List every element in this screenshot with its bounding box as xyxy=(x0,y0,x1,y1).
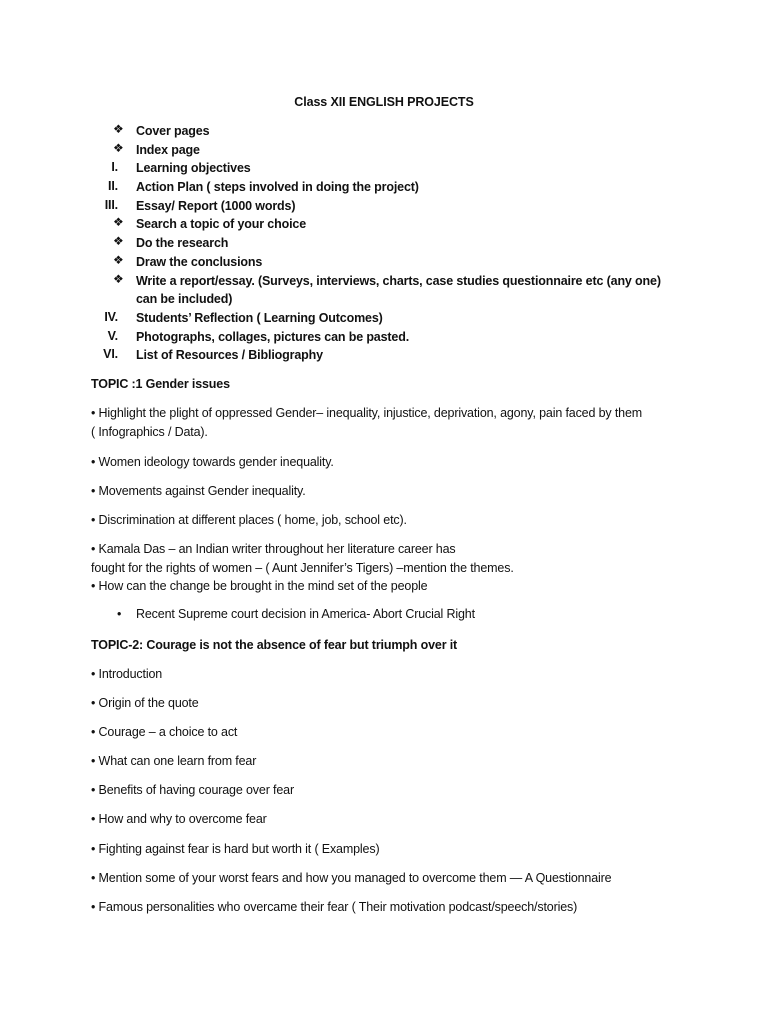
roman-numeral: V. xyxy=(107,328,118,343)
outline-item-text: Essay/ Report (1000 words) xyxy=(136,198,296,213)
project-outline xyxy=(0,121,768,364)
topic1-paragraph-line: • Highlight the plight of oppressed Gender– inequality, injustice, deprivation, agony, pain faced by them xyxy=(91,406,643,420)
topic2-item: • How and why to overcome fear xyxy=(91,812,267,826)
outline-item xyxy=(0,233,768,252)
outline-item xyxy=(0,158,768,177)
topic1-heading: TOPIC :1 Gender issues xyxy=(91,377,230,391)
outline-item xyxy=(0,327,768,346)
outline-item xyxy=(0,196,768,215)
diamond-bullet-icon: ❖ xyxy=(113,271,124,286)
topic2-item: • Courage – a choice to act xyxy=(91,725,238,739)
topic1-paragraph-line: • Kamala Das – an Indian writer throughout her literature career has xyxy=(91,542,456,556)
outline-item-text xyxy=(136,272,696,309)
outline-item xyxy=(0,214,768,233)
diamond-bullet-icon: ❖ xyxy=(113,234,124,249)
topic2-item: • Introduction xyxy=(91,667,163,681)
page-title: Class XII ENGLISH PROJECTS xyxy=(294,95,474,109)
diamond-bullet-icon: ❖ xyxy=(113,215,124,230)
topic1-sub-item: Recent Supreme court decision in America- Abort Crucial Right xyxy=(136,607,475,621)
outline-item-text: Search a topic of your choice xyxy=(136,217,307,232)
roman-numeral: III. xyxy=(104,197,118,212)
outline-item-text: Action Plan ( steps involved in doing the project) xyxy=(136,180,419,195)
topic2-item: • Benefits of having courage over fear xyxy=(91,783,294,797)
topic1-paragraph-line: ( Infographics / Data). xyxy=(91,424,208,439)
roman-numeral: VI. xyxy=(103,347,118,362)
outline-item-text: List of Resources / Bibliography xyxy=(136,348,323,363)
outline-item-text: Learning objectives xyxy=(136,161,251,176)
sub-bullet-icon: • xyxy=(117,607,122,621)
topic1-paragraph-line: • How can the change be brought in the mind set of the people xyxy=(91,579,428,593)
diamond-bullet-icon: ❖ xyxy=(113,252,124,267)
roman-numeral: II. xyxy=(108,179,118,194)
topic2-item: • Mention some of your worst fears and how you managed to overcome them — A Questionnaire xyxy=(91,871,612,885)
roman-numeral: I. xyxy=(111,160,118,175)
outline-item-text: Cover pages xyxy=(136,124,210,138)
outline-item xyxy=(0,308,768,327)
topic2-item: • What can one learn from fear xyxy=(91,754,257,768)
diamond-bullet-icon: ❖ xyxy=(113,140,124,155)
outline-item-line: can be included) xyxy=(136,292,233,307)
topic2-item: • Fighting against fear is hard but worth it ( Examples) xyxy=(91,842,380,856)
topic2-item: • Origin of the quote xyxy=(91,696,199,710)
outline-item xyxy=(0,140,768,159)
topic1-paragraph-line: fought for the rights of women – ( Aunt Jennifer’s Tigers) –mention the themes. xyxy=(91,560,514,575)
outline-item-text: Index page xyxy=(136,142,200,157)
outline-item-text: Photographs, collages, pictures can be pasted. xyxy=(136,329,410,344)
outline-item xyxy=(0,345,768,364)
outline-item-text: Do the research xyxy=(136,236,229,251)
roman-numeral: IV. xyxy=(104,309,118,324)
outline-item xyxy=(0,252,768,271)
topic1-paragraph: • Movements against Gender inequality. xyxy=(91,484,306,498)
outline-item-text: Draw the conclusions xyxy=(136,254,263,269)
topic1-paragraph: • Discrimination at different places ( home, job, school etc). xyxy=(91,513,407,527)
outline-item-line: Write a report/essay. (Surveys, interviews, charts, case studies questionnaire etc (any one) xyxy=(136,273,661,288)
outline-item xyxy=(0,271,768,308)
topic1-paragraph xyxy=(91,404,691,441)
outline-item xyxy=(0,177,768,196)
topic2-item: • Famous personalities who overcame their fear ( Their motivation podcast/speech/stories) xyxy=(91,900,578,914)
outline-item-text: Students’ Reflection ( Learning Outcomes) xyxy=(136,310,383,325)
topic1-paragraph: • Women ideology towards gender inequality. xyxy=(91,455,334,469)
outline-item xyxy=(0,121,768,140)
diamond-bullet-icon: ❖ xyxy=(113,122,124,136)
topic1-paragraph xyxy=(91,540,691,596)
topic2-heading: TOPIC-2: Courage is not the absence of fear but triumph over it xyxy=(91,638,458,652)
